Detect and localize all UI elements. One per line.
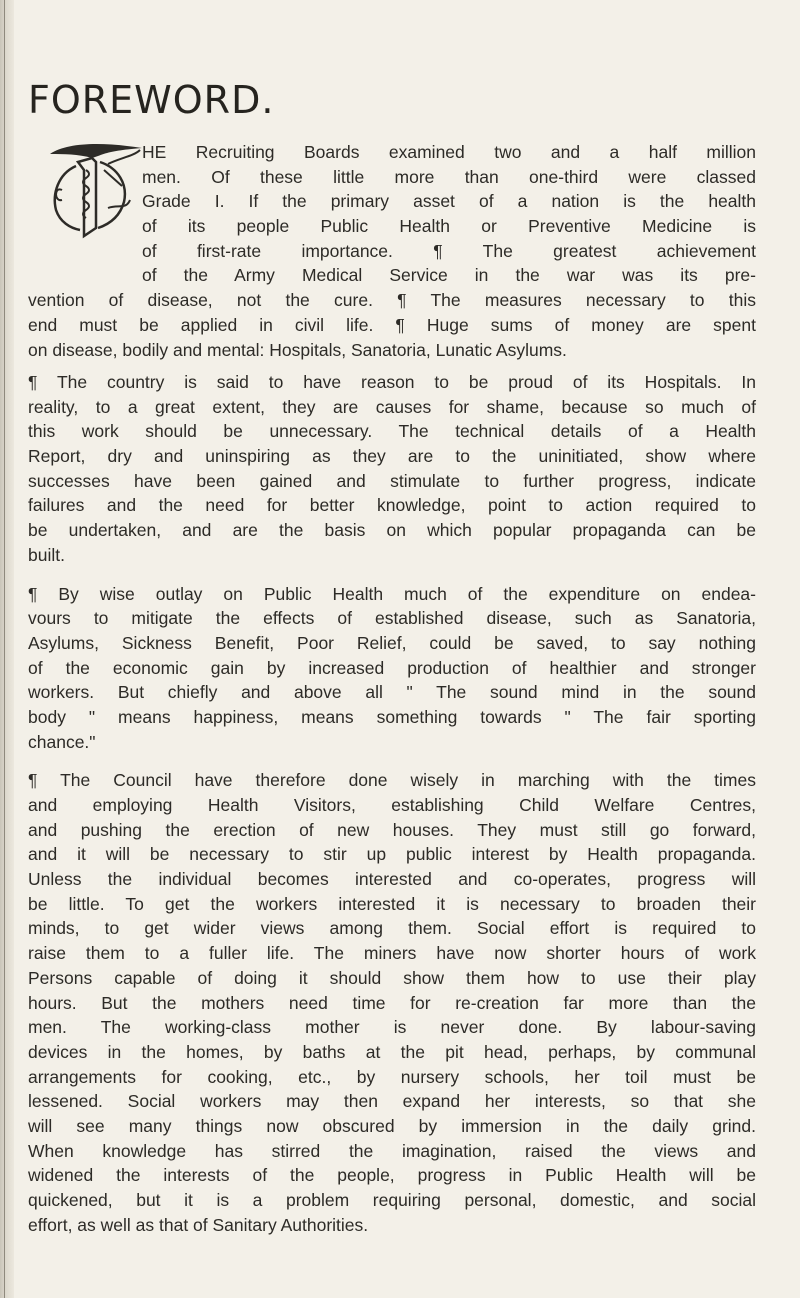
paragraph-council — [28, 768, 756, 1237]
page-gutter — [0, 0, 14, 1298]
text-line: this work should be unnecessary. The technical details of a Health — [28, 421, 756, 442]
text-line: body " means happiness, means something towards " The fair sporting — [28, 706, 756, 727]
text-line: and employing Health Visitors, establishing Child Welfare Centres, — [28, 795, 756, 815]
text-line: of the economic gain by increased production of healthier and stronger — [28, 657, 756, 678]
text-line: quickened, but it is a problem requiring personal, domestic, and social — [28, 1190, 756, 1210]
text-line: Unless the individual becomes interested and co-operates, progress will — [28, 869, 756, 890]
text-line: raise them to a fuller life. The miners have now shorter hours of work — [28, 943, 756, 964]
text-line: workers. But chiefly and above all " The sound mind in the sound — [28, 682, 756, 703]
text-line: widened the interests of the people, progress in Public Health will be — [28, 1165, 756, 1186]
intro-lines — [28, 140, 756, 362]
text-line: HE Recruiting Boards examined two and a half million — [142, 142, 756, 162]
text-line: arrangements for cooking, etc., by nursery schools, her toil must be — [28, 1066, 756, 1087]
text-line: failures and the need for better knowledge, point to action required to — [28, 495, 756, 516]
paragraph-outlay — [28, 582, 756, 755]
text-line: be little. To get the workers interested it is necessary to broaden their — [28, 893, 756, 914]
text-line: ¶ By wise outlay on Public Health much of the expenditure on endea- — [28, 583, 756, 604]
paragraph-hospitals — [28, 370, 756, 568]
document-page — [28, 72, 768, 1237]
binding-edge — [4, 0, 5, 1298]
text-line: on disease, bodily and mental: Hospitals, Sanatoria, Lunatic Asylums. — [28, 339, 567, 360]
text-line: of the Army Medical Service in the war was its pre- — [142, 265, 756, 286]
text-line: men. Of these little more than one-third were classed — [142, 166, 756, 187]
text-line: and it will be necessary to stir up public interest by Health propaganda. — [28, 844, 756, 865]
text-line: be undertaken, and are the basis on which popular propaganda can be — [28, 520, 756, 541]
text-line: reality, to a great extent, they are causes for shame, because so much of — [28, 396, 756, 417]
intro-paragraph — [28, 140, 768, 360]
text-line: devices in the homes, by baths at the pit head, perhaps, by communal — [28, 1041, 756, 1062]
text-line: successes have been gained and stimulate to further progress, indicate — [28, 470, 756, 491]
text-line: Grade I. If the primary asset of a nation is the health — [142, 191, 756, 212]
text-line: built. — [28, 544, 65, 565]
text-line: of first-rate importance. ¶ The greatest achievement — [142, 240, 756, 261]
text-line: vours to mitigate the effects of established disease, such as Sanatoria, — [28, 608, 756, 629]
text-line: and pushing the erection of new houses. They must still go forward, — [28, 819, 756, 840]
text-line: Persons capable of doing it should show them how to use their play — [28, 967, 756, 988]
text-line: of its people Public Health or Preventive Medicine is — [142, 216, 756, 237]
text-line: will see many things now obscured by immersion in the daily grind. — [28, 1115, 756, 1136]
text-line: men. The working-class mother is never done. By labour-saving — [28, 1017, 756, 1038]
text-line: Asylums, Sickness Benefit, Poor Relief, could be saved, to say nothing — [28, 632, 756, 653]
text-line: minds, to get wider views among them. Social effort is required to — [28, 918, 756, 939]
text-line: ¶ The Council have therefore done wisely in marching with the times — [28, 770, 756, 791]
text-line: end must be applied in civil life. ¶ Huge sums of money are spent — [28, 314, 756, 335]
text-line: Report, dry and uninspiring as they are to the uninitiated, show where — [28, 446, 756, 467]
text-line: vention of disease, not the cure. ¶ The measures necessary to this — [28, 290, 756, 311]
text-line: ¶ The country is said to have reason to be proud of its Hospitals. In — [28, 372, 756, 392]
text-line: lessened. Social workers may then expand her interests, so that she — [28, 1091, 756, 1112]
page-title: FOREWORD. — [28, 78, 275, 122]
text-line: When knowledge has stirred the imagination, raised the views and — [28, 1140, 756, 1161]
text-line: effort, as well as that of Sanitary Authorities. — [28, 1214, 369, 1235]
text-line: hours. But the mothers need time for re-creation far more than the — [28, 992, 756, 1013]
text-line: chance." — [28, 731, 96, 752]
